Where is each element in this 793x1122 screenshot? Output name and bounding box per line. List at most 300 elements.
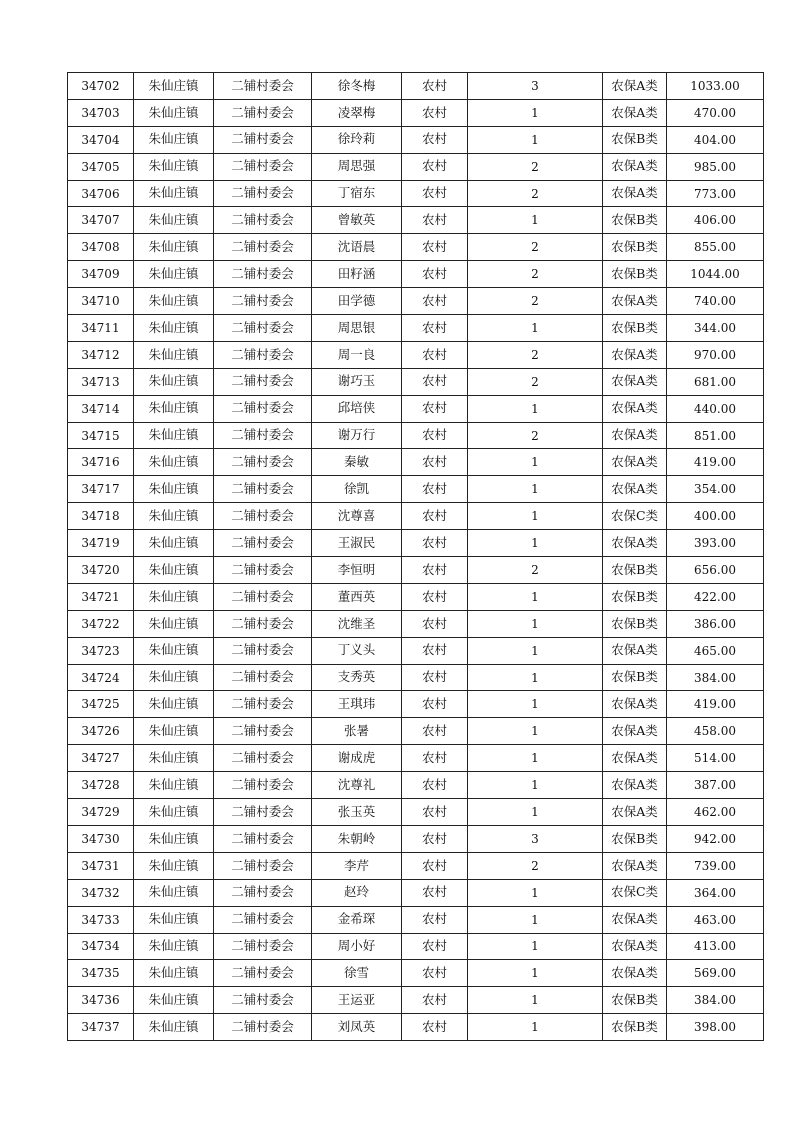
area-type-cell: 农村 (402, 449, 468, 476)
amount-cell: 985.00 (667, 153, 764, 180)
household-size-cell: 1 (468, 207, 603, 234)
table-row (68, 691, 764, 718)
village-committee-cell: 二铺村委会 (214, 395, 312, 422)
area-type-cell: 农村 (402, 153, 468, 180)
amount-cell: 458.00 (667, 718, 764, 745)
name-cell: 秦敏 (312, 449, 402, 476)
amount-cell: 681.00 (667, 368, 764, 395)
household-size-cell: 1 (468, 315, 603, 342)
table-row (68, 476, 764, 503)
table-row (68, 745, 764, 772)
serial-number-cell: 34729 (68, 799, 134, 826)
amount-cell: 344.00 (667, 315, 764, 342)
name-cell: 谢成虎 (312, 745, 402, 772)
village-committee-cell: 二铺村委会 (214, 772, 312, 799)
table-row (68, 315, 764, 342)
village-committee-cell: 二铺村委会 (214, 341, 312, 368)
table-row (68, 718, 764, 745)
amount-cell: 406.00 (667, 207, 764, 234)
area-type-cell: 农村 (402, 1014, 468, 1041)
amount-cell: 470.00 (667, 99, 764, 126)
amount-cell: 413.00 (667, 933, 764, 960)
village-committee-cell: 二铺村委会 (214, 637, 312, 664)
area-type-cell: 农村 (402, 906, 468, 933)
insurance-category-cell: 农保B类 (603, 315, 667, 342)
town-cell: 朱仙庄镇 (134, 799, 214, 826)
area-type-cell: 农村 (402, 368, 468, 395)
serial-number-cell: 34727 (68, 745, 134, 772)
area-type-cell: 农村 (402, 557, 468, 584)
serial-number-cell: 34714 (68, 395, 134, 422)
area-type-cell: 农村 (402, 180, 468, 207)
amount-cell: 384.00 (667, 987, 764, 1014)
household-size-cell: 2 (468, 234, 603, 261)
area-type-cell: 农村 (402, 395, 468, 422)
insurance-category-cell: 农保A类 (603, 422, 667, 449)
amount-cell: 514.00 (667, 745, 764, 772)
household-size-cell: 1 (468, 449, 603, 476)
table-row (68, 261, 764, 288)
village-committee-cell: 二铺村委会 (214, 1014, 312, 1041)
roster-table-body (68, 73, 764, 1041)
town-cell: 朱仙庄镇 (134, 664, 214, 691)
serial-number-cell: 34712 (68, 341, 134, 368)
amount-cell: 387.00 (667, 772, 764, 799)
insurance-category-cell: 农保B类 (603, 261, 667, 288)
insurance-category-cell: 农保B类 (603, 557, 667, 584)
amount-cell: 569.00 (667, 960, 764, 987)
name-cell: 徐玲莉 (312, 126, 402, 153)
household-size-cell: 1 (468, 395, 603, 422)
serial-number-cell: 34705 (68, 153, 134, 180)
serial-number-cell: 34734 (68, 933, 134, 960)
insurance-category-cell: 农保A类 (603, 530, 667, 557)
serial-number-cell: 34716 (68, 449, 134, 476)
insurance-category-cell: 农保A类 (603, 718, 667, 745)
table-row (68, 126, 764, 153)
insurance-category-cell: 农保A类 (603, 933, 667, 960)
area-type-cell: 农村 (402, 288, 468, 315)
table-row (68, 933, 764, 960)
insurance-category-cell: 农保B类 (603, 1014, 667, 1041)
table-row (68, 288, 764, 315)
amount-cell: 393.00 (667, 530, 764, 557)
table-row (68, 73, 764, 100)
table-row (68, 99, 764, 126)
area-type-cell: 农村 (402, 422, 468, 449)
village-committee-cell: 二铺村委会 (214, 261, 312, 288)
village-committee-cell: 二铺村委会 (214, 906, 312, 933)
area-type-cell: 农村 (402, 987, 468, 1014)
name-cell: 曾敏英 (312, 207, 402, 234)
insurance-category-cell: 农保A类 (603, 799, 667, 826)
town-cell: 朱仙庄镇 (134, 960, 214, 987)
name-cell: 张玉英 (312, 799, 402, 826)
name-cell: 沈语晨 (312, 234, 402, 261)
name-cell: 徐雪 (312, 960, 402, 987)
village-committee-cell: 二铺村委会 (214, 315, 312, 342)
household-size-cell: 2 (468, 180, 603, 207)
town-cell: 朱仙庄镇 (134, 153, 214, 180)
amount-cell: 398.00 (667, 1014, 764, 1041)
serial-number-cell: 34723 (68, 637, 134, 664)
village-committee-cell: 二铺村委会 (214, 153, 312, 180)
insurance-category-cell: 农保A类 (603, 476, 667, 503)
name-cell: 沈尊礼 (312, 772, 402, 799)
town-cell: 朱仙庄镇 (134, 745, 214, 772)
insurance-category-cell: 农保A类 (603, 99, 667, 126)
village-committee-cell: 二铺村委会 (214, 852, 312, 879)
table-row (68, 879, 764, 906)
household-size-cell: 3 (468, 825, 603, 852)
insurance-category-cell: 农保B类 (603, 583, 667, 610)
amount-cell: 422.00 (667, 583, 764, 610)
area-type-cell: 农村 (402, 341, 468, 368)
amount-cell: 462.00 (667, 799, 764, 826)
town-cell: 朱仙庄镇 (134, 99, 214, 126)
household-size-cell: 1 (468, 664, 603, 691)
serial-number-cell: 34720 (68, 557, 134, 584)
table-row (68, 906, 764, 933)
area-type-cell: 农村 (402, 933, 468, 960)
table-row (68, 503, 764, 530)
name-cell: 金希琛 (312, 906, 402, 933)
village-committee-cell: 二铺村委会 (214, 503, 312, 530)
village-committee-cell: 二铺村委会 (214, 530, 312, 557)
village-committee-cell: 二铺村委会 (214, 180, 312, 207)
amount-cell: 419.00 (667, 449, 764, 476)
village-committee-cell: 二铺村委会 (214, 664, 312, 691)
name-cell: 张暑 (312, 718, 402, 745)
name-cell: 周思银 (312, 315, 402, 342)
table-row (68, 583, 764, 610)
amount-cell: 440.00 (667, 395, 764, 422)
serial-number-cell: 34737 (68, 1014, 134, 1041)
serial-number-cell: 34702 (68, 73, 134, 100)
household-size-cell: 2 (468, 261, 603, 288)
amount-cell: 1044.00 (667, 261, 764, 288)
village-committee-cell: 二铺村委会 (214, 691, 312, 718)
area-type-cell: 农村 (402, 99, 468, 126)
table-row (68, 341, 764, 368)
name-cell: 田籽涵 (312, 261, 402, 288)
area-type-cell: 农村 (402, 799, 468, 826)
serial-number-cell: 34703 (68, 99, 134, 126)
serial-number-cell: 34722 (68, 610, 134, 637)
insurance-category-cell: 农保A类 (603, 906, 667, 933)
area-type-cell: 农村 (402, 126, 468, 153)
town-cell: 朱仙庄镇 (134, 261, 214, 288)
table-row (68, 449, 764, 476)
amount-cell: 400.00 (667, 503, 764, 530)
insurance-category-cell: 农保A类 (603, 288, 667, 315)
insurance-category-cell: 农保B类 (603, 207, 667, 234)
amount-cell: 970.00 (667, 341, 764, 368)
area-type-cell: 农村 (402, 637, 468, 664)
town-cell: 朱仙庄镇 (134, 207, 214, 234)
amount-cell: 404.00 (667, 126, 764, 153)
household-size-cell: 2 (468, 852, 603, 879)
area-type-cell: 农村 (402, 583, 468, 610)
household-size-cell: 1 (468, 583, 603, 610)
insurance-category-cell: 农保A类 (603, 180, 667, 207)
amount-cell: 419.00 (667, 691, 764, 718)
serial-number-cell: 34710 (68, 288, 134, 315)
serial-number-cell: 34726 (68, 718, 134, 745)
serial-number-cell: 34719 (68, 530, 134, 557)
village-committee-cell: 二铺村委会 (214, 476, 312, 503)
insurance-category-cell: 农保A类 (603, 395, 667, 422)
serial-number-cell: 34735 (68, 960, 134, 987)
area-type-cell: 农村 (402, 745, 468, 772)
household-size-cell: 1 (468, 476, 603, 503)
household-size-cell: 1 (468, 99, 603, 126)
village-committee-cell: 二铺村委会 (214, 368, 312, 395)
name-cell: 董西英 (312, 583, 402, 610)
town-cell: 朱仙庄镇 (134, 1014, 214, 1041)
name-cell: 邱培侠 (312, 395, 402, 422)
town-cell: 朱仙庄镇 (134, 503, 214, 530)
village-committee-cell: 二铺村委会 (214, 583, 312, 610)
insurance-category-cell: 农保C类 (603, 879, 667, 906)
serial-number-cell: 34717 (68, 476, 134, 503)
town-cell: 朱仙庄镇 (134, 288, 214, 315)
amount-cell: 656.00 (667, 557, 764, 584)
village-committee-cell: 二铺村委会 (214, 99, 312, 126)
village-committee-cell: 二铺村委会 (214, 449, 312, 476)
village-committee-cell: 二铺村委会 (214, 610, 312, 637)
area-type-cell: 农村 (402, 960, 468, 987)
area-type-cell: 农村 (402, 261, 468, 288)
town-cell: 朱仙庄镇 (134, 395, 214, 422)
serial-number-cell: 34706 (68, 180, 134, 207)
village-committee-cell: 二铺村委会 (214, 126, 312, 153)
name-cell: 周思强 (312, 153, 402, 180)
amount-cell: 463.00 (667, 906, 764, 933)
insurance-category-cell: 农保B类 (603, 234, 667, 261)
town-cell: 朱仙庄镇 (134, 557, 214, 584)
village-committee-cell: 二铺村委会 (214, 718, 312, 745)
insurance-category-cell: 农保A类 (603, 368, 667, 395)
household-size-cell: 1 (468, 987, 603, 1014)
village-committee-cell: 二铺村委会 (214, 879, 312, 906)
area-type-cell: 农村 (402, 530, 468, 557)
table-row (68, 825, 764, 852)
town-cell: 朱仙庄镇 (134, 180, 214, 207)
household-size-cell: 2 (468, 557, 603, 584)
name-cell: 谢万行 (312, 422, 402, 449)
insurance-category-cell: 农保A类 (603, 449, 667, 476)
area-type-cell: 农村 (402, 852, 468, 879)
insurance-category-cell: 农保A类 (603, 691, 667, 718)
table-row (68, 1014, 764, 1041)
household-size-cell: 1 (468, 637, 603, 664)
town-cell: 朱仙庄镇 (134, 879, 214, 906)
table-row (68, 799, 764, 826)
table-row (68, 852, 764, 879)
amount-cell: 354.00 (667, 476, 764, 503)
amount-cell: 384.00 (667, 664, 764, 691)
household-size-cell: 1 (468, 772, 603, 799)
serial-number-cell: 34704 (68, 126, 134, 153)
name-cell: 李恒明 (312, 557, 402, 584)
table-row (68, 234, 764, 261)
insurance-category-cell: 农保A类 (603, 637, 667, 664)
amount-cell: 855.00 (667, 234, 764, 261)
village-committee-cell: 二铺村委会 (214, 207, 312, 234)
table-row (68, 395, 764, 422)
household-size-cell: 2 (468, 288, 603, 315)
area-type-cell: 农村 (402, 315, 468, 342)
town-cell: 朱仙庄镇 (134, 718, 214, 745)
town-cell: 朱仙庄镇 (134, 637, 214, 664)
insurance-category-cell: 农保B类 (603, 987, 667, 1014)
serial-number-cell: 34711 (68, 315, 134, 342)
name-cell: 赵玲 (312, 879, 402, 906)
serial-number-cell: 34724 (68, 664, 134, 691)
amount-cell: 1033.00 (667, 73, 764, 100)
table-row (68, 153, 764, 180)
town-cell: 朱仙庄镇 (134, 315, 214, 342)
serial-number-cell: 34728 (68, 772, 134, 799)
name-cell: 丁义头 (312, 637, 402, 664)
village-committee-cell: 二铺村委会 (214, 799, 312, 826)
name-cell: 徐凯 (312, 476, 402, 503)
insurance-category-cell: 农保B类 (603, 664, 667, 691)
household-size-cell: 2 (468, 153, 603, 180)
village-committee-cell: 二铺村委会 (214, 288, 312, 315)
town-cell: 朱仙庄镇 (134, 825, 214, 852)
amount-cell: 364.00 (667, 879, 764, 906)
town-cell: 朱仙庄镇 (134, 449, 214, 476)
household-size-cell: 1 (468, 799, 603, 826)
serial-number-cell: 34725 (68, 691, 134, 718)
village-committee-cell: 二铺村委会 (214, 987, 312, 1014)
amount-cell: 851.00 (667, 422, 764, 449)
village-committee-cell: 二铺村委会 (214, 73, 312, 100)
name-cell: 田学德 (312, 288, 402, 315)
household-size-cell: 1 (468, 933, 603, 960)
village-committee-cell: 二铺村委会 (214, 557, 312, 584)
insurance-category-cell: 农保B类 (603, 825, 667, 852)
area-type-cell: 农村 (402, 610, 468, 637)
table-row (68, 422, 764, 449)
area-type-cell: 农村 (402, 664, 468, 691)
serial-number-cell: 34731 (68, 852, 134, 879)
village-committee-cell: 二铺村委会 (214, 825, 312, 852)
village-committee-cell: 二铺村委会 (214, 933, 312, 960)
table-row (68, 610, 764, 637)
name-cell: 王琪玮 (312, 691, 402, 718)
amount-cell: 740.00 (667, 288, 764, 315)
household-size-cell: 2 (468, 422, 603, 449)
village-committee-cell: 二铺村委会 (214, 745, 312, 772)
name-cell: 谢巧玉 (312, 368, 402, 395)
serial-number-cell: 34732 (68, 879, 134, 906)
serial-number-cell: 34715 (68, 422, 134, 449)
village-committee-cell: 二铺村委会 (214, 234, 312, 261)
name-cell: 沈维圣 (312, 610, 402, 637)
area-type-cell: 农村 (402, 772, 468, 799)
table-row (68, 530, 764, 557)
amount-cell: 739.00 (667, 852, 764, 879)
serial-number-cell: 34730 (68, 825, 134, 852)
serial-number-cell: 34721 (68, 583, 134, 610)
serial-number-cell: 34709 (68, 261, 134, 288)
serial-number-cell: 34707 (68, 207, 134, 234)
insurance-category-cell: 农保A类 (603, 745, 667, 772)
area-type-cell: 农村 (402, 503, 468, 530)
household-size-cell: 1 (468, 126, 603, 153)
household-size-cell: 2 (468, 368, 603, 395)
area-type-cell: 农村 (402, 691, 468, 718)
table-row (68, 557, 764, 584)
town-cell: 朱仙庄镇 (134, 368, 214, 395)
town-cell: 朱仙庄镇 (134, 987, 214, 1014)
town-cell: 朱仙庄镇 (134, 583, 214, 610)
name-cell: 王运亚 (312, 987, 402, 1014)
name-cell: 沈尊喜 (312, 503, 402, 530)
town-cell: 朱仙庄镇 (134, 530, 214, 557)
town-cell: 朱仙庄镇 (134, 476, 214, 503)
table-row (68, 637, 764, 664)
insurance-category-cell: 农保A类 (603, 772, 667, 799)
insurance-category-cell: 农保A类 (603, 341, 667, 368)
name-cell: 周一良 (312, 341, 402, 368)
town-cell: 朱仙庄镇 (134, 422, 214, 449)
household-size-cell: 1 (468, 503, 603, 530)
town-cell: 朱仙庄镇 (134, 852, 214, 879)
name-cell: 刘凤英 (312, 1014, 402, 1041)
serial-number-cell: 34708 (68, 234, 134, 261)
table-row (68, 960, 764, 987)
insurance-category-cell: 农保A类 (603, 852, 667, 879)
area-type-cell: 农村 (402, 73, 468, 100)
town-cell: 朱仙庄镇 (134, 73, 214, 100)
household-size-cell: 1 (468, 530, 603, 557)
village-committee-cell: 二铺村委会 (214, 960, 312, 987)
name-cell: 周小好 (312, 933, 402, 960)
town-cell: 朱仙庄镇 (134, 234, 214, 261)
town-cell: 朱仙庄镇 (134, 772, 214, 799)
name-cell: 支秀英 (312, 664, 402, 691)
town-cell: 朱仙庄镇 (134, 906, 214, 933)
household-size-cell: 1 (468, 906, 603, 933)
household-size-cell: 3 (468, 73, 603, 100)
area-type-cell: 农村 (402, 825, 468, 852)
area-type-cell: 农村 (402, 879, 468, 906)
household-size-cell: 2 (468, 341, 603, 368)
table-row (68, 180, 764, 207)
amount-cell: 386.00 (667, 610, 764, 637)
household-size-cell: 1 (468, 718, 603, 745)
town-cell: 朱仙庄镇 (134, 691, 214, 718)
insurance-category-cell: 农保A类 (603, 73, 667, 100)
area-type-cell: 农村 (402, 718, 468, 745)
roster-table (67, 72, 764, 1041)
serial-number-cell: 34718 (68, 503, 134, 530)
amount-cell: 942.00 (667, 825, 764, 852)
household-size-cell: 1 (468, 1014, 603, 1041)
town-cell: 朱仙庄镇 (134, 126, 214, 153)
table-row (68, 772, 764, 799)
amount-cell: 773.00 (667, 180, 764, 207)
table-row (68, 207, 764, 234)
household-size-cell: 1 (468, 960, 603, 987)
name-cell: 朱朝岭 (312, 825, 402, 852)
serial-number-cell: 34736 (68, 987, 134, 1014)
insurance-category-cell: 农保B类 (603, 126, 667, 153)
